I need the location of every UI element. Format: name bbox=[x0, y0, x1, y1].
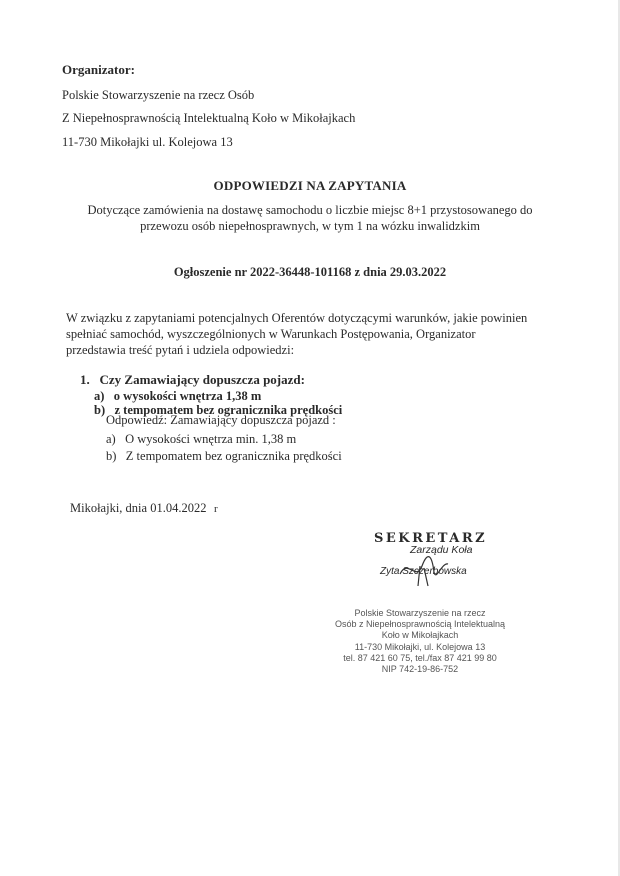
handwritten-signature-icon bbox=[398, 552, 458, 588]
subtitle-line-1: Dotyczące zamówienia na dostawę samochodu o liczbie miejsc 8+1 przystosowanego do bbox=[87, 203, 533, 217]
answer-item-marker: a) bbox=[106, 432, 116, 446]
question-item-marker: b) bbox=[94, 403, 106, 417]
question-text: Czy Zamawiający dopuszcza pojazd: bbox=[99, 372, 305, 387]
answer-item-text: Z tempomatem bez ogranicznika prędkości bbox=[125, 449, 342, 463]
place-date-mark: r bbox=[214, 503, 218, 515]
stamp-line-5: tel. 87 421 60 75, tel./fax 87 421 99 80 bbox=[343, 653, 497, 663]
document-title: ODPOWIEDZI NA ZAPYTANIA bbox=[213, 178, 407, 193]
question-1 bbox=[80, 372, 305, 388]
answer-item-b bbox=[106, 449, 342, 464]
subtitle-line-2: przewozu osób niepełnosprawnych, w tym 1 na wózku inwalidzkim bbox=[140, 219, 480, 233]
stamp-line-3: Koło w Mikołajkach bbox=[381, 630, 459, 640]
signature-role: SEKRETARZ bbox=[374, 531, 488, 546]
notice-reference: Ogłoszenie nr 2022-36448-101168 z dnia 29.03.2022 bbox=[173, 265, 447, 279]
question-item-text: z tempomatem bez ogranicznika prędkości bbox=[114, 403, 343, 417]
organizer-line-1: Polskie Stowarzyszenie na rzecz Osób bbox=[62, 88, 255, 102]
intro-line-2: spełniać samochód, wyszczególnionych w Warunkach Postępowania, Organizator bbox=[66, 327, 476, 341]
organizer-label: Organizator: bbox=[62, 62, 135, 77]
stamp-line-1: Polskie Stowarzyszenie na rzecz bbox=[354, 608, 486, 618]
question-item-text: o wysokości wnętrza 1,38 m bbox=[113, 389, 262, 403]
organizer-line-2: Z Niepełnosprawnością Intelektualną Koło w Mikołajkach bbox=[62, 111, 356, 125]
answer-item-text: O wysokości wnętrza min. 1,38 m bbox=[125, 432, 297, 446]
answer-item-marker: b) bbox=[106, 449, 117, 463]
question-item-a bbox=[94, 389, 261, 404]
signature-unit: Zarządu Koła bbox=[410, 544, 473, 556]
question-number: 1. bbox=[80, 372, 90, 387]
stamp-line-6: NIP 742-19-86-752 bbox=[381, 664, 459, 674]
answer-label: Odpowiedź: Zamawiający dopuszcza pojazd : bbox=[106, 413, 336, 427]
intro-line-3: przedstawia treść pytań i udziela odpowiedzi: bbox=[66, 343, 295, 357]
organizer-line-3: 11-730 Mikołajki ul. Kolejowa 13 bbox=[62, 135, 233, 149]
signature-name: Zyta Szczerbowska bbox=[380, 566, 467, 577]
stamp-line-2: Osób z Niepełnosprawnością Intelektualną bbox=[334, 619, 506, 629]
question-item-marker: a) bbox=[94, 389, 105, 403]
answer-item-a bbox=[106, 432, 296, 447]
stamp-line-4: 11-730 Mikołajki, ul. Kolejowa 13 bbox=[354, 642, 486, 652]
place-date: Mikołajki, dnia 01.04.2022 bbox=[70, 501, 207, 515]
intro-line-1: W związku z zapytaniami potencjalnych Oferentów dotyczącymi warunków, jakie powinien bbox=[66, 311, 528, 325]
